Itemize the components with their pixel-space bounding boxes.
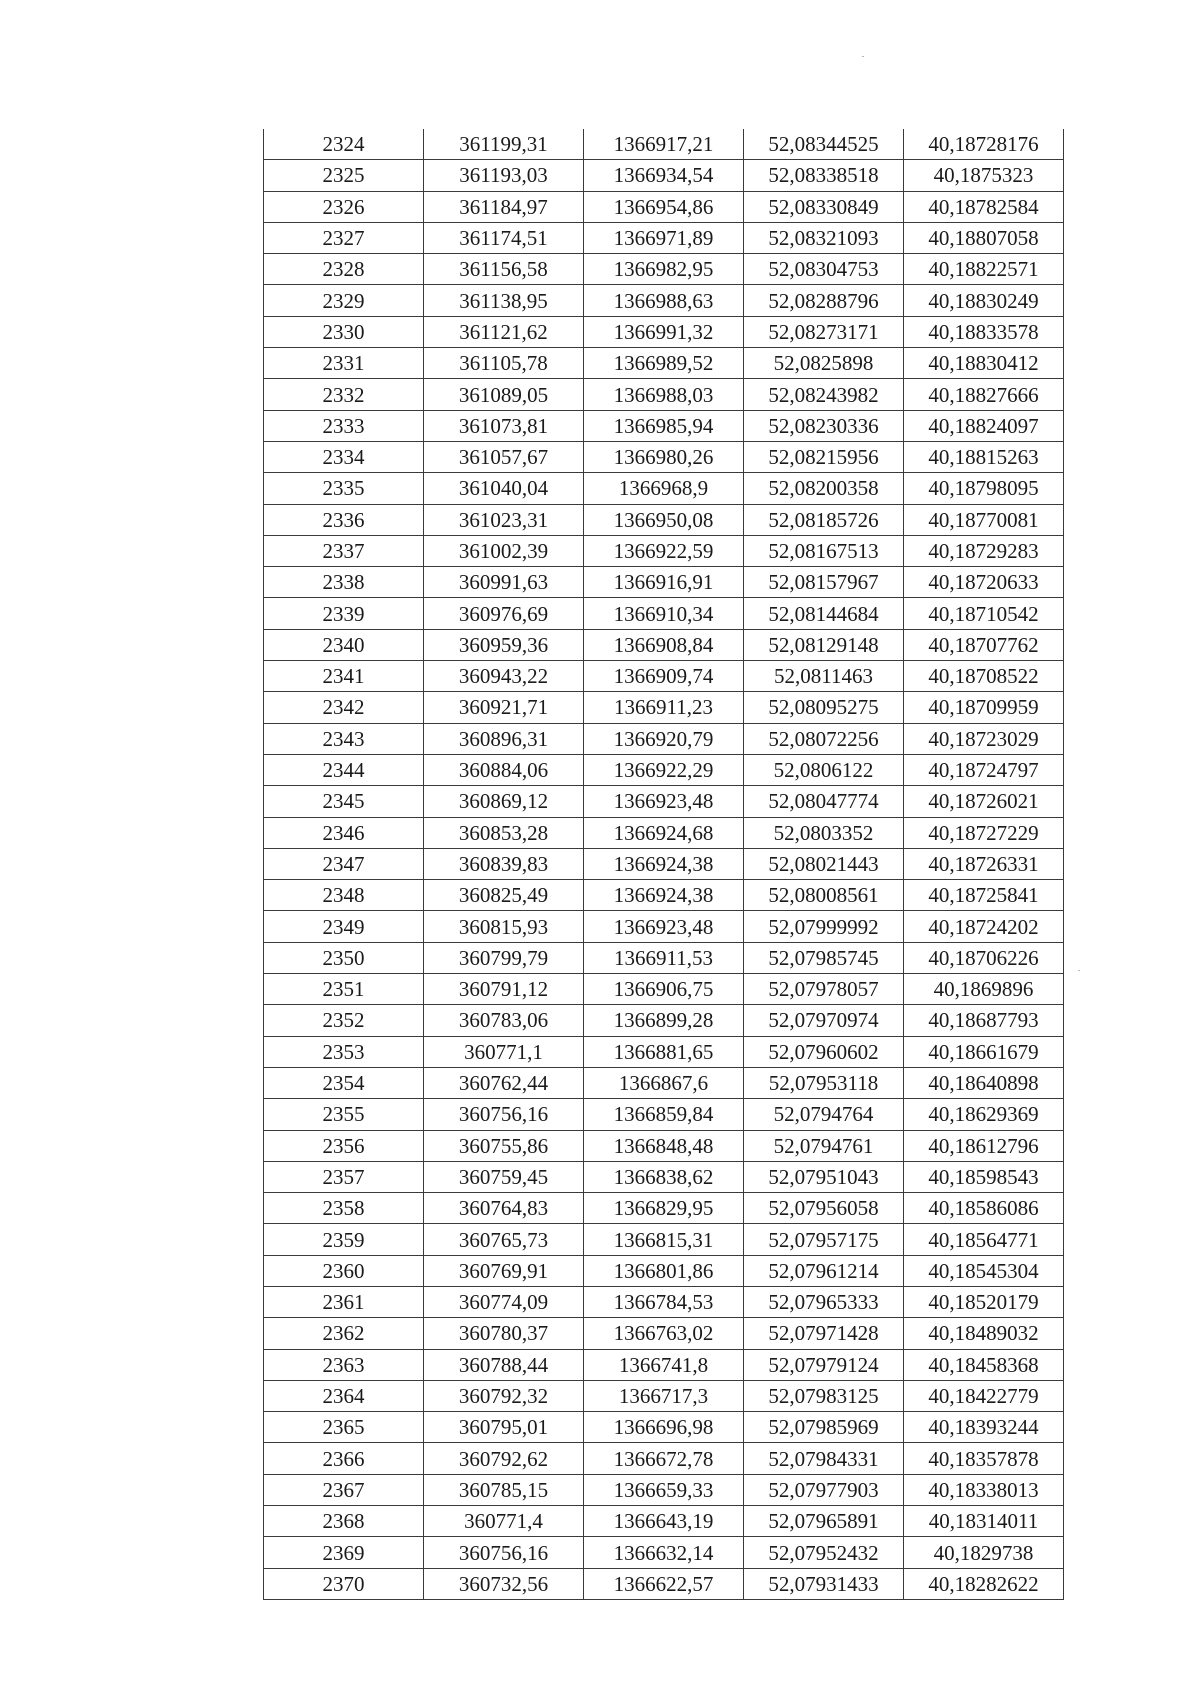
latitude-cell: 52,07931433 [744,1568,904,1599]
longitude-cell: 40,18520179 [904,1286,1064,1317]
y-coordinate-cell: 1366917,21 [584,129,744,160]
latitude-cell: 52,08338518 [744,160,904,191]
x-coordinate-cell: 361184,97 [424,191,584,222]
x-coordinate-cell: 360792,32 [424,1380,584,1411]
x-coordinate-cell: 360791,12 [424,974,584,1005]
latitude-cell: 52,08330849 [744,191,904,222]
x-coordinate-cell: 360921,71 [424,692,584,723]
x-coordinate-cell: 361089,05 [424,379,584,410]
longitude-cell: 40,18728176 [904,129,1064,160]
longitude-cell: 40,18807058 [904,222,1064,253]
point-number-cell: 2355 [264,1099,424,1130]
longitude-cell: 40,18833578 [904,316,1064,347]
table-row [264,567,1064,598]
point-number-cell: 2349 [264,911,424,942]
longitude-cell: 40,18393244 [904,1412,1064,1443]
point-number-cell: 2351 [264,974,424,1005]
table-row [264,348,1064,379]
table-row [264,160,1064,191]
y-coordinate-cell: 1366954,86 [584,191,744,222]
y-coordinate-cell: 1366741,8 [584,1349,744,1380]
y-coordinate-cell: 1366922,59 [584,535,744,566]
latitude-cell: 52,0794764 [744,1099,904,1130]
point-number-cell: 2337 [264,535,424,566]
longitude-cell: 40,18782584 [904,191,1064,222]
point-number-cell: 2334 [264,441,424,472]
point-number-cell: 2328 [264,254,424,285]
longitude-cell: 40,18726021 [904,786,1064,817]
table-row [264,661,1064,692]
latitude-cell: 52,07983125 [744,1380,904,1411]
y-coordinate-cell: 1366923,48 [584,786,744,817]
latitude-cell: 52,07960602 [744,1036,904,1067]
latitude-cell: 52,07953118 [744,1067,904,1098]
latitude-cell: 52,08129148 [744,629,904,660]
table-row [264,1443,1064,1474]
x-coordinate-cell: 360896,31 [424,723,584,754]
y-coordinate-cell: 1366909,74 [584,661,744,692]
point-number-cell: 2325 [264,160,424,191]
point-number-cell: 2338 [264,567,424,598]
table-row [264,1224,1064,1255]
scan-speck [862,56,864,57]
x-coordinate-cell: 361073,81 [424,410,584,441]
point-number-cell: 2329 [264,285,424,316]
longitude-cell: 40,18724797 [904,754,1064,785]
table-row [264,1349,1064,1380]
longitude-cell: 40,18706226 [904,942,1064,973]
scan-speck [1078,970,1080,971]
table-row [264,1130,1064,1161]
longitude-cell: 40,18564771 [904,1224,1064,1255]
y-coordinate-cell: 1366717,3 [584,1380,744,1411]
table-row [264,129,1064,160]
point-number-cell: 2365 [264,1412,424,1443]
longitude-cell: 40,18822571 [904,254,1064,285]
table-row [264,1036,1064,1067]
point-number-cell: 2361 [264,1286,424,1317]
latitude-cell: 52,07985745 [744,942,904,973]
point-number-cell: 2345 [264,786,424,817]
table-row [264,1099,1064,1130]
longitude-cell: 40,18629369 [904,1099,1064,1130]
longitude-cell: 40,18798095 [904,473,1064,504]
y-coordinate-cell: 1366989,52 [584,348,744,379]
x-coordinate-cell: 360976,69 [424,598,584,629]
latitude-cell: 52,07984331 [744,1443,904,1474]
y-coordinate-cell: 1366924,38 [584,848,744,879]
table-row [264,1067,1064,1098]
table-row [264,1255,1064,1286]
longitude-cell: 40,18727229 [904,817,1064,848]
latitude-cell: 52,08095275 [744,692,904,723]
latitude-cell: 52,0794761 [744,1130,904,1161]
x-coordinate-cell: 360795,01 [424,1412,584,1443]
table-row [264,1161,1064,1192]
table-row [264,222,1064,253]
y-coordinate-cell: 1366911,53 [584,942,744,973]
latitude-cell: 52,07951043 [744,1161,904,1192]
longitude-cell: 40,18827666 [904,379,1064,410]
latitude-cell: 52,0811463 [744,661,904,692]
y-coordinate-cell: 1366867,6 [584,1067,744,1098]
y-coordinate-cell: 1366988,63 [584,285,744,316]
table-row [264,817,1064,848]
point-number-cell: 2356 [264,1130,424,1161]
x-coordinate-cell: 361002,39 [424,535,584,566]
y-coordinate-cell: 1366911,23 [584,692,744,723]
x-coordinate-cell: 360732,56 [424,1568,584,1599]
table-row [264,1412,1064,1443]
y-coordinate-cell: 1366923,48 [584,911,744,942]
longitude-cell: 40,18720633 [904,567,1064,598]
table-row [264,754,1064,785]
x-coordinate-cell: 360884,06 [424,754,584,785]
table-row [264,911,1064,942]
point-number-cell: 2326 [264,191,424,222]
point-number-cell: 2358 [264,1193,424,1224]
point-number-cell: 2350 [264,942,424,973]
y-coordinate-cell: 1366859,84 [584,1099,744,1130]
x-coordinate-cell: 360764,83 [424,1193,584,1224]
y-coordinate-cell: 1366838,62 [584,1161,744,1192]
x-coordinate-cell: 360785,15 [424,1474,584,1505]
latitude-cell: 52,08047774 [744,786,904,817]
latitude-cell: 52,07957175 [744,1224,904,1255]
x-coordinate-cell: 360774,09 [424,1286,584,1317]
table-row [264,1380,1064,1411]
table-row [264,1318,1064,1349]
table-row [264,535,1064,566]
y-coordinate-cell: 1366643,19 [584,1506,744,1537]
point-number-cell: 2357 [264,1161,424,1192]
longitude-cell: 40,18661679 [904,1036,1064,1067]
x-coordinate-cell: 360788,44 [424,1349,584,1380]
x-coordinate-cell: 361040,04 [424,473,584,504]
point-number-cell: 2333 [264,410,424,441]
longitude-cell: 40,18612796 [904,1130,1064,1161]
longitude-cell: 40,18726331 [904,848,1064,879]
y-coordinate-cell: 1366924,68 [584,817,744,848]
x-coordinate-cell: 360959,36 [424,629,584,660]
longitude-cell: 40,18687793 [904,1005,1064,1036]
x-coordinate-cell: 360755,86 [424,1130,584,1161]
longitude-cell: 40,18729283 [904,535,1064,566]
x-coordinate-cell: 360799,79 [424,942,584,973]
y-coordinate-cell: 1366632,14 [584,1537,744,1568]
latitude-cell: 52,08008561 [744,880,904,911]
table-row [264,880,1064,911]
y-coordinate-cell: 1366763,02 [584,1318,744,1349]
latitude-cell: 52,0806122 [744,754,904,785]
y-coordinate-cell: 1366672,78 [584,1443,744,1474]
y-coordinate-cell: 1366801,86 [584,1255,744,1286]
x-coordinate-cell: 360769,91 [424,1255,584,1286]
longitude-cell: 40,1869896 [904,974,1064,1005]
y-coordinate-cell: 1366934,54 [584,160,744,191]
latitude-cell: 52,07985969 [744,1412,904,1443]
latitude-cell: 52,0825898 [744,348,904,379]
table-row [264,629,1064,660]
x-coordinate-cell: 360943,22 [424,661,584,692]
point-number-cell: 2335 [264,473,424,504]
point-number-cell: 2368 [264,1506,424,1537]
y-coordinate-cell: 1366829,95 [584,1193,744,1224]
point-number-cell: 2340 [264,629,424,660]
x-coordinate-cell: 361105,78 [424,348,584,379]
y-coordinate-cell: 1366622,57 [584,1568,744,1599]
latitude-cell: 52,07999992 [744,911,904,942]
latitude-cell: 52,07978057 [744,974,904,1005]
table-row [264,1474,1064,1505]
table-row [264,786,1064,817]
x-coordinate-cell: 361121,62 [424,316,584,347]
point-number-cell: 2327 [264,222,424,253]
y-coordinate-cell: 1366971,89 [584,222,744,253]
latitude-cell: 52,08288796 [744,285,904,316]
point-number-cell: 2336 [264,504,424,535]
x-coordinate-cell: 360815,93 [424,911,584,942]
table-row [264,1286,1064,1317]
latitude-cell: 52,07965891 [744,1506,904,1537]
longitude-cell: 40,18725841 [904,880,1064,911]
point-number-cell: 2367 [264,1474,424,1505]
x-coordinate-cell: 360853,28 [424,817,584,848]
longitude-cell: 40,18707762 [904,629,1064,660]
x-coordinate-cell: 360771,1 [424,1036,584,1067]
point-number-cell: 2343 [264,723,424,754]
x-coordinate-cell: 361193,03 [424,160,584,191]
point-number-cell: 2341 [264,661,424,692]
coordinates-table [263,129,1064,1600]
longitude-cell: 40,18830412 [904,348,1064,379]
table-row [264,441,1064,472]
point-number-cell: 2348 [264,880,424,911]
y-coordinate-cell: 1366985,94 [584,410,744,441]
table-row [264,254,1064,285]
longitude-cell: 40,18598543 [904,1161,1064,1192]
point-number-cell: 2342 [264,692,424,723]
point-number-cell: 2332 [264,379,424,410]
latitude-cell: 52,08072256 [744,723,904,754]
table-row [264,1506,1064,1537]
point-number-cell: 2362 [264,1318,424,1349]
y-coordinate-cell: 1366991,32 [584,316,744,347]
latitude-cell: 52,08344525 [744,129,904,160]
table-row [264,410,1064,441]
y-coordinate-cell: 1366815,31 [584,1224,744,1255]
latitude-cell: 52,07961214 [744,1255,904,1286]
table-row [264,942,1064,973]
latitude-cell: 52,08215956 [744,441,904,472]
latitude-cell: 52,08321093 [744,222,904,253]
x-coordinate-cell: 361057,67 [424,441,584,472]
longitude-cell: 40,18422779 [904,1380,1064,1411]
point-number-cell: 2339 [264,598,424,629]
table-row [264,1005,1064,1036]
longitude-cell: 40,18282622 [904,1568,1064,1599]
y-coordinate-cell: 1366906,75 [584,974,744,1005]
x-coordinate-cell: 361174,51 [424,222,584,253]
table-row [264,974,1064,1005]
x-coordinate-cell: 361156,58 [424,254,584,285]
y-coordinate-cell: 1366988,03 [584,379,744,410]
coordinates-table-body [264,129,1064,1599]
longitude-cell: 40,18815263 [904,441,1064,472]
x-coordinate-cell: 360869,12 [424,786,584,817]
table-row [264,504,1064,535]
x-coordinate-cell: 360825,49 [424,880,584,911]
y-coordinate-cell: 1366982,95 [584,254,744,285]
table-row [264,1193,1064,1224]
longitude-cell: 40,18709959 [904,692,1064,723]
latitude-cell: 52,07970974 [744,1005,904,1036]
longitude-cell: 40,18770081 [904,504,1064,535]
x-coordinate-cell: 360765,73 [424,1224,584,1255]
longitude-cell: 40,18708522 [904,661,1064,692]
table-row [264,316,1064,347]
point-number-cell: 2354 [264,1067,424,1098]
y-coordinate-cell: 1366881,65 [584,1036,744,1067]
point-number-cell: 2364 [264,1380,424,1411]
x-coordinate-cell: 360783,06 [424,1005,584,1036]
coordinates-table-container [263,129,1063,1600]
point-number-cell: 2366 [264,1443,424,1474]
latitude-cell: 52,0803352 [744,817,904,848]
latitude-cell: 52,07977903 [744,1474,904,1505]
latitude-cell: 52,08185726 [744,504,904,535]
longitude-cell: 40,18640898 [904,1067,1064,1098]
y-coordinate-cell: 1366924,38 [584,880,744,911]
x-coordinate-cell: 360771,4 [424,1506,584,1537]
table-row [264,1568,1064,1599]
longitude-cell: 40,18458368 [904,1349,1064,1380]
y-coordinate-cell: 1366848,48 [584,1130,744,1161]
y-coordinate-cell: 1366920,79 [584,723,744,754]
table-row [264,848,1064,879]
point-number-cell: 2331 [264,348,424,379]
latitude-cell: 52,07965333 [744,1286,904,1317]
x-coordinate-cell: 360756,16 [424,1099,584,1130]
latitude-cell: 52,08200358 [744,473,904,504]
longitude-cell: 40,18314011 [904,1506,1064,1537]
y-coordinate-cell: 1366696,98 [584,1412,744,1443]
y-coordinate-cell: 1366968,9 [584,473,744,504]
longitude-cell: 40,18710542 [904,598,1064,629]
latitude-cell: 52,08243982 [744,379,904,410]
table-row [264,473,1064,504]
longitude-cell: 40,18338013 [904,1474,1064,1505]
y-coordinate-cell: 1366910,34 [584,598,744,629]
point-number-cell: 2344 [264,754,424,785]
longitude-cell: 40,18830249 [904,285,1064,316]
point-number-cell: 2370 [264,1568,424,1599]
x-coordinate-cell: 360839,83 [424,848,584,879]
point-number-cell: 2369 [264,1537,424,1568]
y-coordinate-cell: 1366899,28 [584,1005,744,1036]
longitude-cell: 40,18824097 [904,410,1064,441]
y-coordinate-cell: 1366908,84 [584,629,744,660]
longitude-cell: 40,1875323 [904,160,1064,191]
latitude-cell: 52,07971428 [744,1318,904,1349]
latitude-cell: 52,07952432 [744,1537,904,1568]
y-coordinate-cell: 1366950,08 [584,504,744,535]
table-row [264,379,1064,410]
latitude-cell: 52,07979124 [744,1349,904,1380]
point-number-cell: 2347 [264,848,424,879]
y-coordinate-cell: 1366916,91 [584,567,744,598]
x-coordinate-cell: 360991,63 [424,567,584,598]
point-number-cell: 2363 [264,1349,424,1380]
longitude-cell: 40,18545304 [904,1255,1064,1286]
longitude-cell: 40,18357878 [904,1443,1064,1474]
point-number-cell: 2330 [264,316,424,347]
point-number-cell: 2324 [264,129,424,160]
table-row [264,692,1064,723]
latitude-cell: 52,08157967 [744,567,904,598]
longitude-cell: 40,18723029 [904,723,1064,754]
x-coordinate-cell: 360780,37 [424,1318,584,1349]
point-number-cell: 2346 [264,817,424,848]
x-coordinate-cell: 361199,31 [424,129,584,160]
point-number-cell: 2359 [264,1224,424,1255]
longitude-cell: 40,1829738 [904,1537,1064,1568]
latitude-cell: 52,07956058 [744,1193,904,1224]
table-row [264,598,1064,629]
latitude-cell: 52,08021443 [744,848,904,879]
latitude-cell: 52,08144684 [744,598,904,629]
point-number-cell: 2352 [264,1005,424,1036]
x-coordinate-cell: 361138,95 [424,285,584,316]
table-row [264,285,1064,316]
point-number-cell: 2360 [264,1255,424,1286]
longitude-cell: 40,18724202 [904,911,1064,942]
longitude-cell: 40,18586086 [904,1193,1064,1224]
x-coordinate-cell: 360759,45 [424,1161,584,1192]
y-coordinate-cell: 1366980,26 [584,441,744,472]
latitude-cell: 52,08304753 [744,254,904,285]
longitude-cell: 40,18489032 [904,1318,1064,1349]
y-coordinate-cell: 1366922,29 [584,754,744,785]
latitude-cell: 52,08273171 [744,316,904,347]
x-coordinate-cell: 360792,62 [424,1443,584,1474]
y-coordinate-cell: 1366659,33 [584,1474,744,1505]
x-coordinate-cell: 360756,16 [424,1537,584,1568]
x-coordinate-cell: 360762,44 [424,1067,584,1098]
point-number-cell: 2353 [264,1036,424,1067]
table-row [264,191,1064,222]
latitude-cell: 52,08167513 [744,535,904,566]
table-row [264,1537,1064,1568]
x-coordinate-cell: 361023,31 [424,504,584,535]
y-coordinate-cell: 1366784,53 [584,1286,744,1317]
table-row [264,723,1064,754]
latitude-cell: 52,08230336 [744,410,904,441]
